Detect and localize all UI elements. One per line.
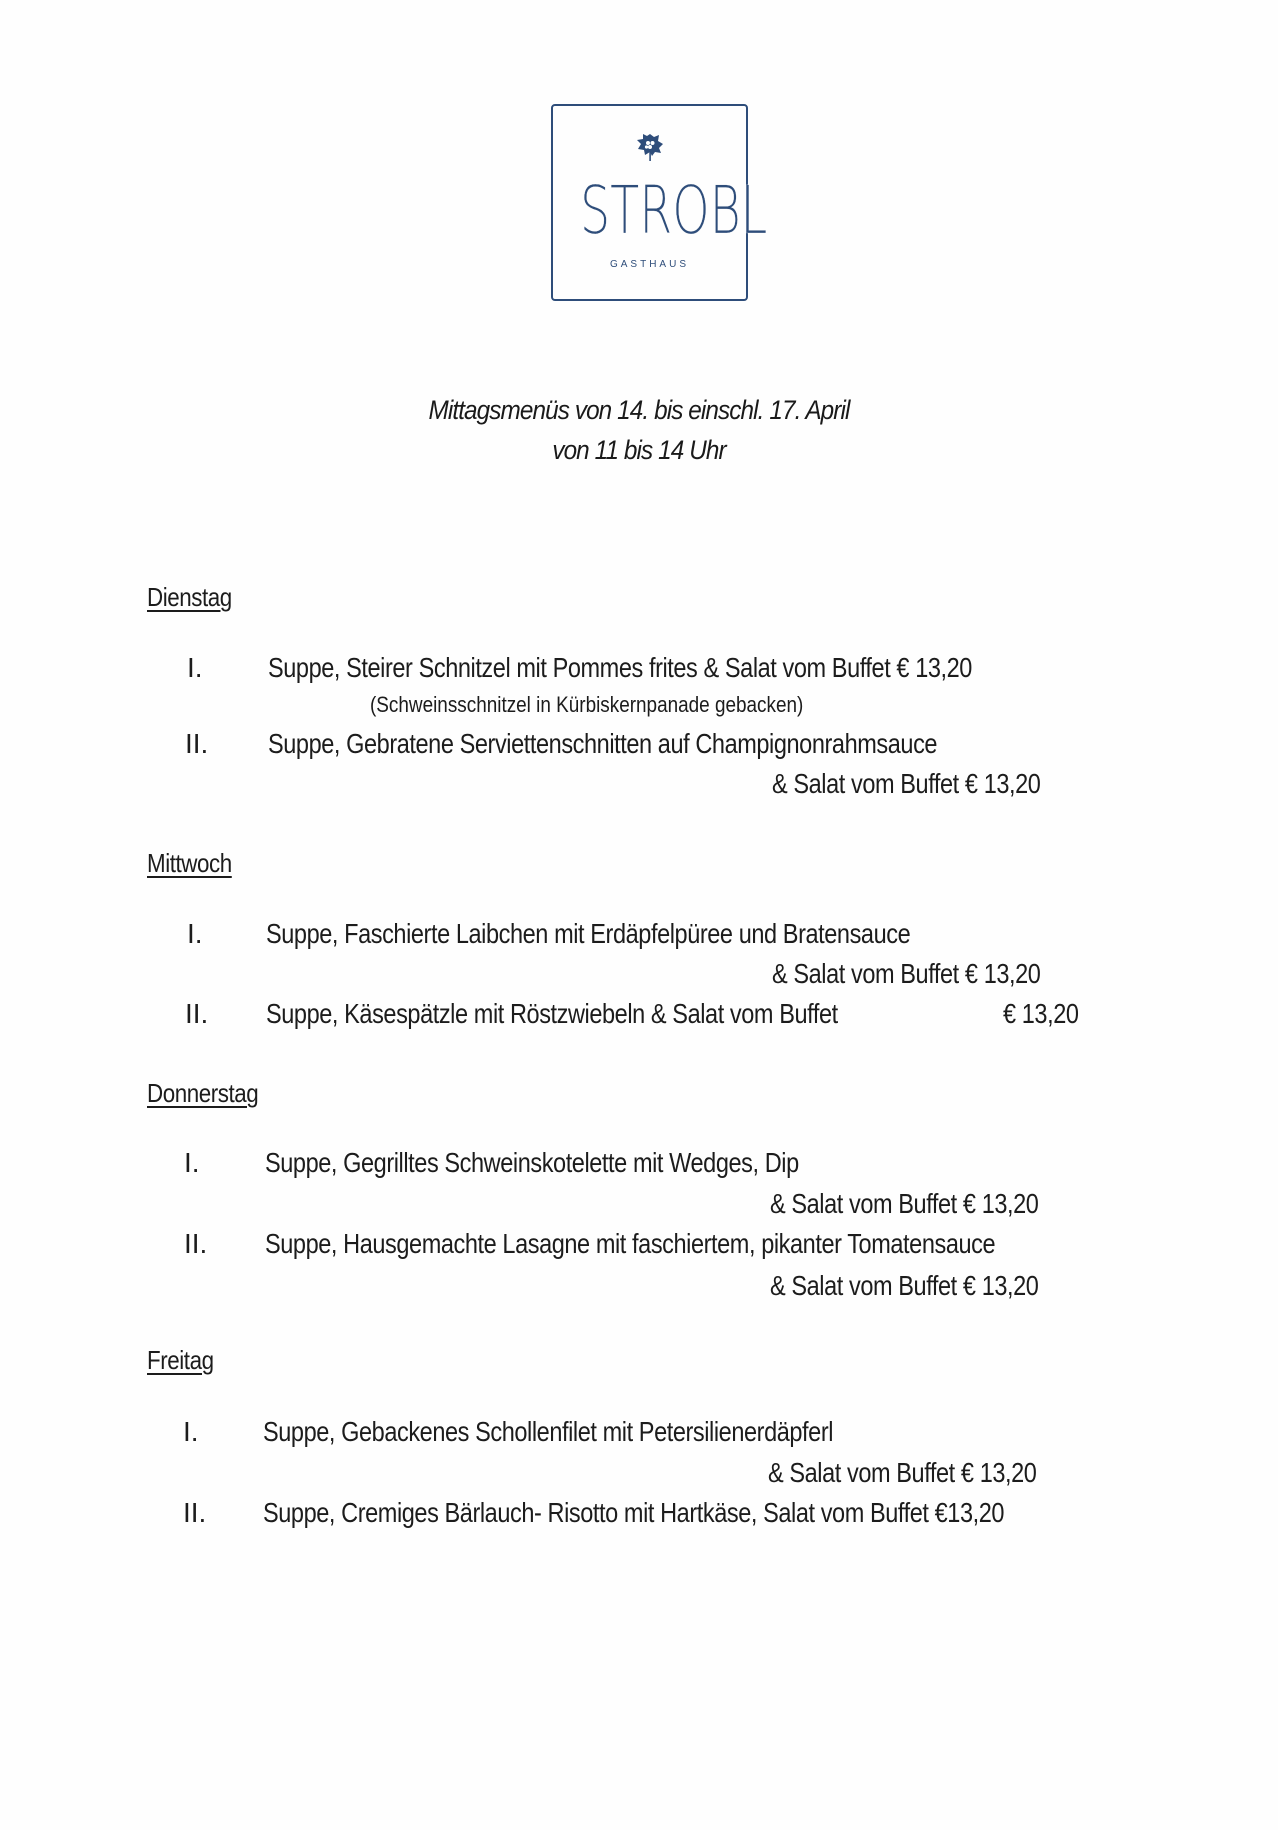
menu-item: Suppe, Käsespätzle mit Röstzwiebeln & Salat vom Buffet [266, 998, 838, 1029]
item-number: I. [187, 918, 203, 949]
menu-item-price-line: & Salat vom Buffet € 13,20 [770, 1270, 1039, 1301]
day-heading-dienstag: Dienstag [147, 582, 232, 612]
menu-item-price-line: & Salat vom Buffet € 13,20 [772, 768, 1041, 799]
menu-item-price-line: & Salat vom Buffet € 13,20 [772, 958, 1041, 989]
day-heading-donnerstag: Donnerstag [147, 1078, 259, 1108]
menu-item: Suppe, Gebratene Serviettenschnitten auf Champignonrahmsauce [268, 728, 938, 759]
item-number: I. [184, 1147, 200, 1178]
menu-item: Suppe, Gebackenes Schollenfilet mit Petersilienerdäpferl [263, 1416, 834, 1447]
menu-period-title: Mittagsmenüs von 14. bis einschl. 17. April [428, 395, 850, 425]
day-heading-freitag: Freitag [147, 1345, 214, 1375]
menu-item-price-line: & Salat vom Buffet € 13,20 [770, 1188, 1039, 1219]
item-number: I. [183, 1416, 199, 1447]
item-number: II. [185, 728, 209, 759]
day-heading-mittwoch: Mittwoch [147, 848, 232, 878]
menu-hours: von 11 bis 14 Uhr [552, 435, 726, 465]
menu-item: Suppe, Steirer Schnitzel mit Pommes frites & Salat vom Buffet € 13,20 [268, 652, 972, 683]
menu-item: Suppe, Gegrilltes Schweinskotelette mit Wedges, Dip [265, 1147, 799, 1178]
menu-item-price: € 13,20 [1003, 998, 1079, 1029]
menu-item: Suppe, Cremiges Bärlauch- Risotto mit Hartkäse, Salat vom Buffet €13,20 [263, 1497, 1005, 1528]
brand-subtitle: GASTHAUS [609, 259, 689, 270]
menu-item: Suppe, Faschierte Laibchen mit Erdäpfelpüree und Bratensauce [266, 918, 911, 949]
menu-item: Suppe, Hausgemachte Lasagne mit faschiertem, pikanter Tomatensauce [265, 1228, 996, 1259]
vine-leaf-icon [636, 132, 664, 162]
item-number: II. [183, 1497, 207, 1528]
item-number: II. [185, 998, 209, 1029]
brand-name: STROBL [580, 172, 768, 249]
item-number: I. [187, 652, 203, 683]
item-number: II. [184, 1228, 208, 1259]
menu-item-note: (Schweinsschnitzel in Kürbiskernpanade gebacken) [370, 692, 804, 717]
menu-item-price-line: & Salat vom Buffet € 13,20 [768, 1457, 1037, 1488]
restaurant-logo [551, 104, 768, 301]
